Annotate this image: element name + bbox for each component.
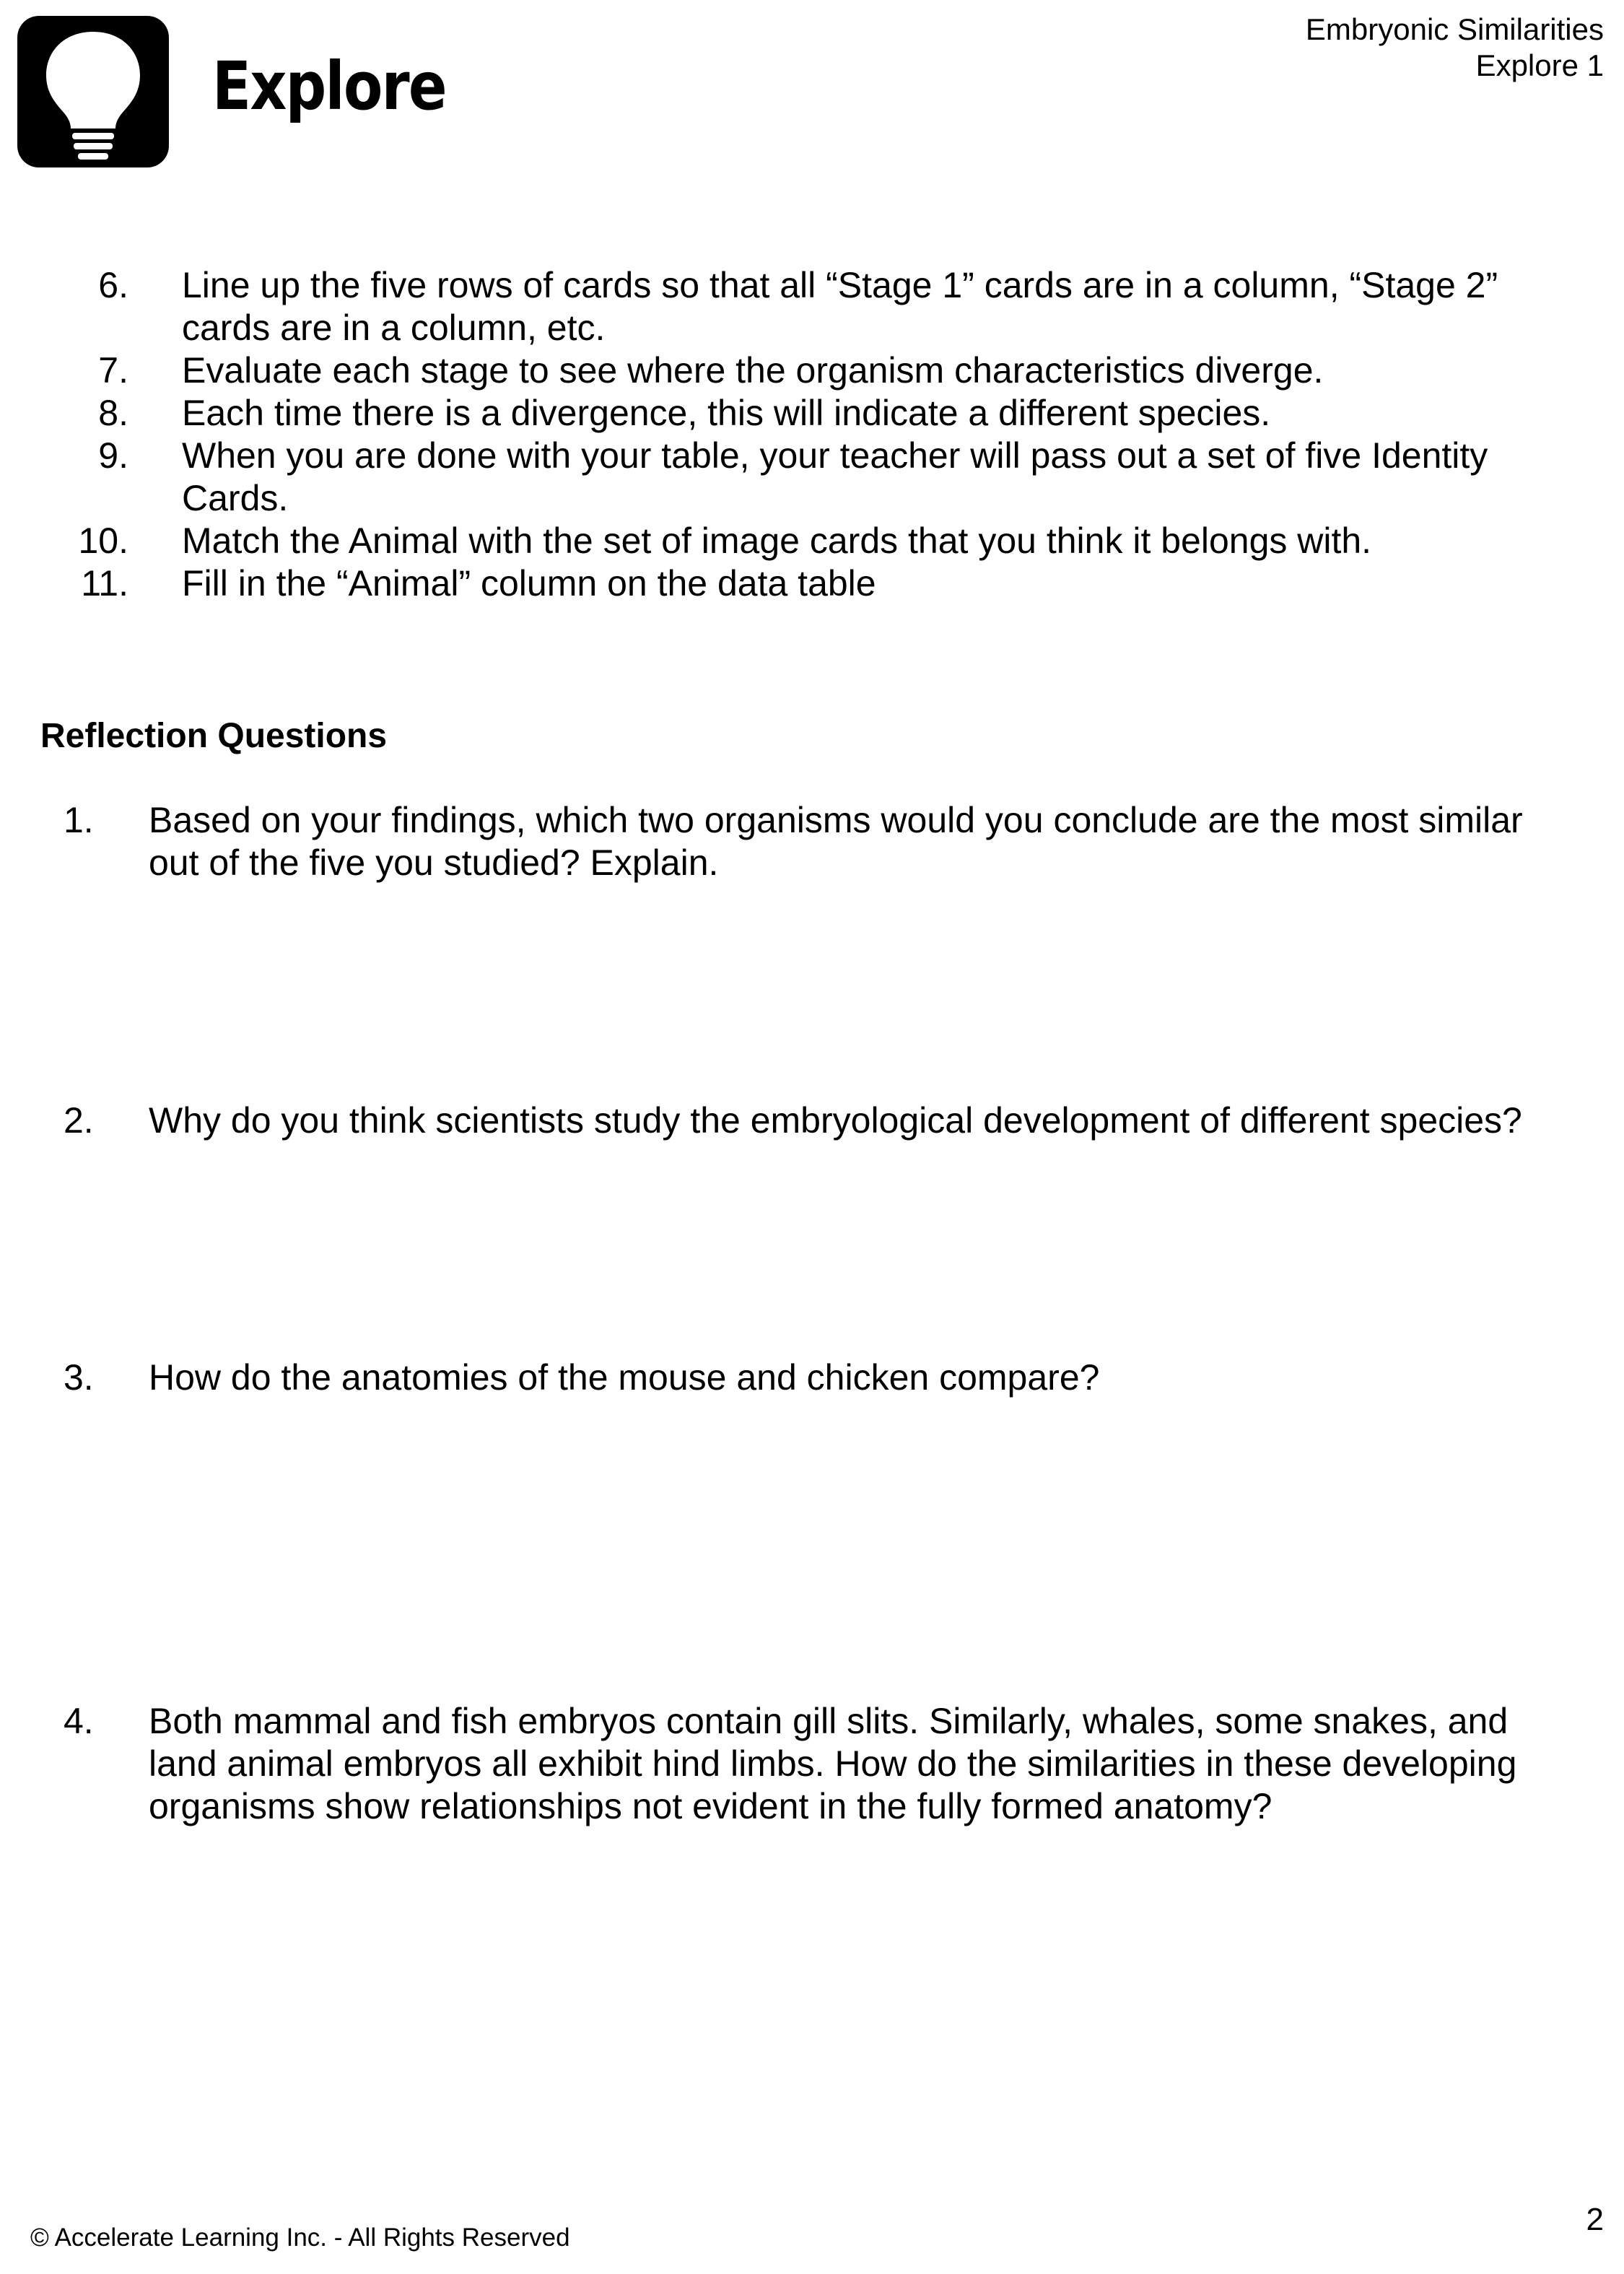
procedure-step [43,562,1566,605]
question-number: 2. [64,1100,94,1141]
lightbulb-icon [17,16,169,167]
document-subtitle: Explore 1 [1475,48,1604,82]
step-number: 6. [98,265,128,305]
step-text: Fill in the “Animal” column on the data table [182,563,876,604]
document-header [1306,12,1604,84]
procedure-step [43,392,1566,435]
question-text: Both mammal and fish embryos contain gill slits. Similarly, whales, some snakes, and land animal embryos all exhibit hind limbs. How do the similarities in these developing organisms show relationships not evident in the fully formed anatomy? [149,1701,1517,1826]
step-text: Line up the five rows of cards so that all “Stage 1” cards are in a column, “Stage 2” cards are in a column, etc. [182,265,1498,348]
procedure-steps-list [43,264,1566,605]
question-number: 1. [64,800,94,840]
reflection-question [40,1356,1578,1399]
copyright-notice: © Accelerate Learning Inc. - All Rights Reserved [30,2223,570,2252]
question-text: Why do you think scientists study the embryological development of different species? [149,1100,1522,1141]
step-number: 10. [78,520,128,561]
step-text: When you are done with your table, your teacher will pass out a set of five Identity Cards. [182,435,1488,518]
step-text: Match the Animal with the set of image cards that you think it belongs with. [182,520,1372,561]
question-number: 4. [64,1701,94,1741]
procedure-step [43,435,1566,520]
logo-title: Explore [212,48,446,125]
procedure-step [43,520,1566,562]
reflection-question [40,799,1578,884]
procedure-step [43,349,1566,392]
procedure-step [43,264,1566,349]
step-number: 7. [98,350,128,391]
question-text: How do the anatomies of the mouse and chicken compare? [149,1357,1100,1398]
step-text: Each time there is a divergence, this will indicate a different species. [182,393,1271,433]
step-text: Evaluate each stage to see where the organism characteristics diverge. [182,350,1324,391]
reflection-question [40,1700,1578,1828]
step-number: 9. [98,435,128,476]
reflection-questions-heading: Reflection Questions [40,717,388,755]
step-number: 11. [81,563,128,604]
step-number: 8. [98,393,128,433]
page-number: 2 [1586,2202,1604,2237]
document-title: Embryonic Similarities [1305,12,1604,46]
question-number: 3. [64,1357,94,1398]
reflection-question [40,1099,1578,1142]
question-text: Based on your findings, which two organisms would you conclude are the most similar out of the five you studied? Explain. [149,800,1523,883]
